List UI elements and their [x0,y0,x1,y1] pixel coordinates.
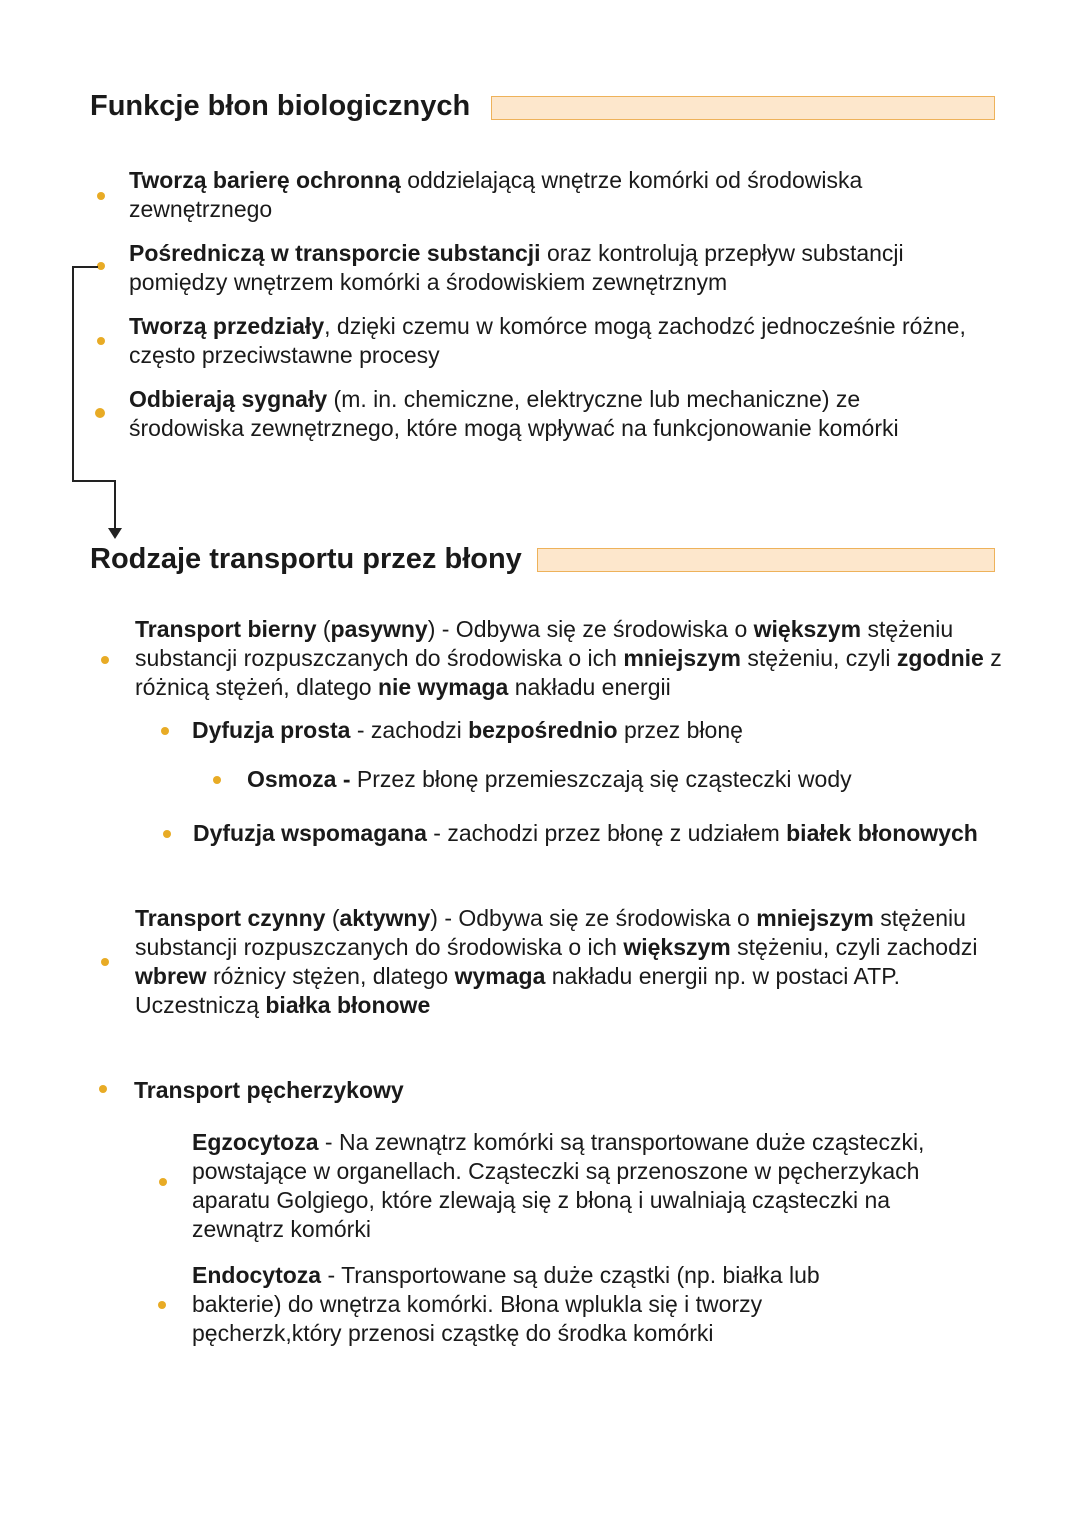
exocytosis-item: Egzocytoza - Na zewnątrz komórki są transportowane duże cząsteczki, powstające w organellach. Cząsteczki są przenoszone w pęcherzykach aparatu Golgiego, które zlewają się z błoną i uwalniają cząsteczki na zewnątrz komórki [192,1129,925,1242]
arrow-down-icon [108,528,122,540]
bullet-icon [101,656,109,664]
osmosis-item: Osmoza - Przez błonę przemieszczają się cząsteczki wody [247,766,852,792]
connector-line [114,480,116,532]
passive-transport-description: Transport bierny (pasywny) - Odbywa się ze środowiska o większym stężeniu substancji rozpuszczanych do środowiska o ich mniejszym stężeniu, czyli zgodnie z różnicą stężeń, dlatego nie wymaga nakładu energii [135,616,1002,700]
connector-line [72,266,98,268]
section-title-transport-types: Rodzaje transportu przez błony [90,543,522,575]
connector-line [72,480,116,482]
bullet-icon [99,1085,107,1093]
title-highlight-bar [491,96,995,120]
title-highlight-bar [537,548,995,572]
bullet-icon [161,727,169,735]
vesicular-transport-title: Transport pęcherzykowy [134,1077,404,1103]
bullet-icon [97,262,105,270]
function-item-barrier: Tworzą barierę ochronną oddzielającą wnętrze komórki od środowiska zewnętrznego [129,167,863,222]
bullet-icon [95,408,105,418]
bullet-icon [97,192,105,200]
bullet-icon [159,1178,167,1186]
function-item-signals: Odbierają sygnały (m. in. chemiczne, elektryczne lub mechaniczne) ze środowiska zewnętrznego, które mogą wpływać na funkcjonowanie komórki [129,386,899,441]
bullet-icon [101,958,109,966]
bullet-icon [163,830,171,838]
section-title-membrane-functions: Funkcje błon biologicznych [90,90,471,122]
bullet-icon [158,1301,166,1309]
bullet-icon [213,776,221,784]
function-item-compartments: Tworzą przedziały, dzięki czemu w komórce mogą zachodzć jednocześnie różne, często przeciwstawne procesy [129,313,966,368]
facilitated-diffusion-item: Dyfuzja wspomagana - zachodzi przez błonę z udziałem białek błonowych [193,820,978,846]
connector-line [72,266,74,482]
active-transport-description: Transport czynny (aktywny) - Odbywa się ze środowiska o mniejszym stężeniu substancji rozpuszczanych do środowiska o ich większym stężeniu, czyli zachodzi wbrew różnicy stężen, dlatego wymaga nakładu energii np. w postaci ATP. Uczestniczą białka błonowe [135,905,978,1018]
function-item-transport: Pośredniczą w transporcie substancji oraz kontrolują przepływ substancji pomiędzy wnętrzem komórki a środowiskiem zewnętrznym [129,240,904,295]
bullet-icon [97,337,105,345]
simple-diffusion-item: Dyfuzja prosta - zachodzi bezpośrednio przez błonę [192,717,743,743]
endocytosis-item: Endocytoza - Transportowane są duże cząstki (np. białka lub bakterie) do wnętrza komórki. Błona wplukla się i tworzy pęcherzk,który przenosi cząstkę do środka komórki [192,1262,820,1346]
